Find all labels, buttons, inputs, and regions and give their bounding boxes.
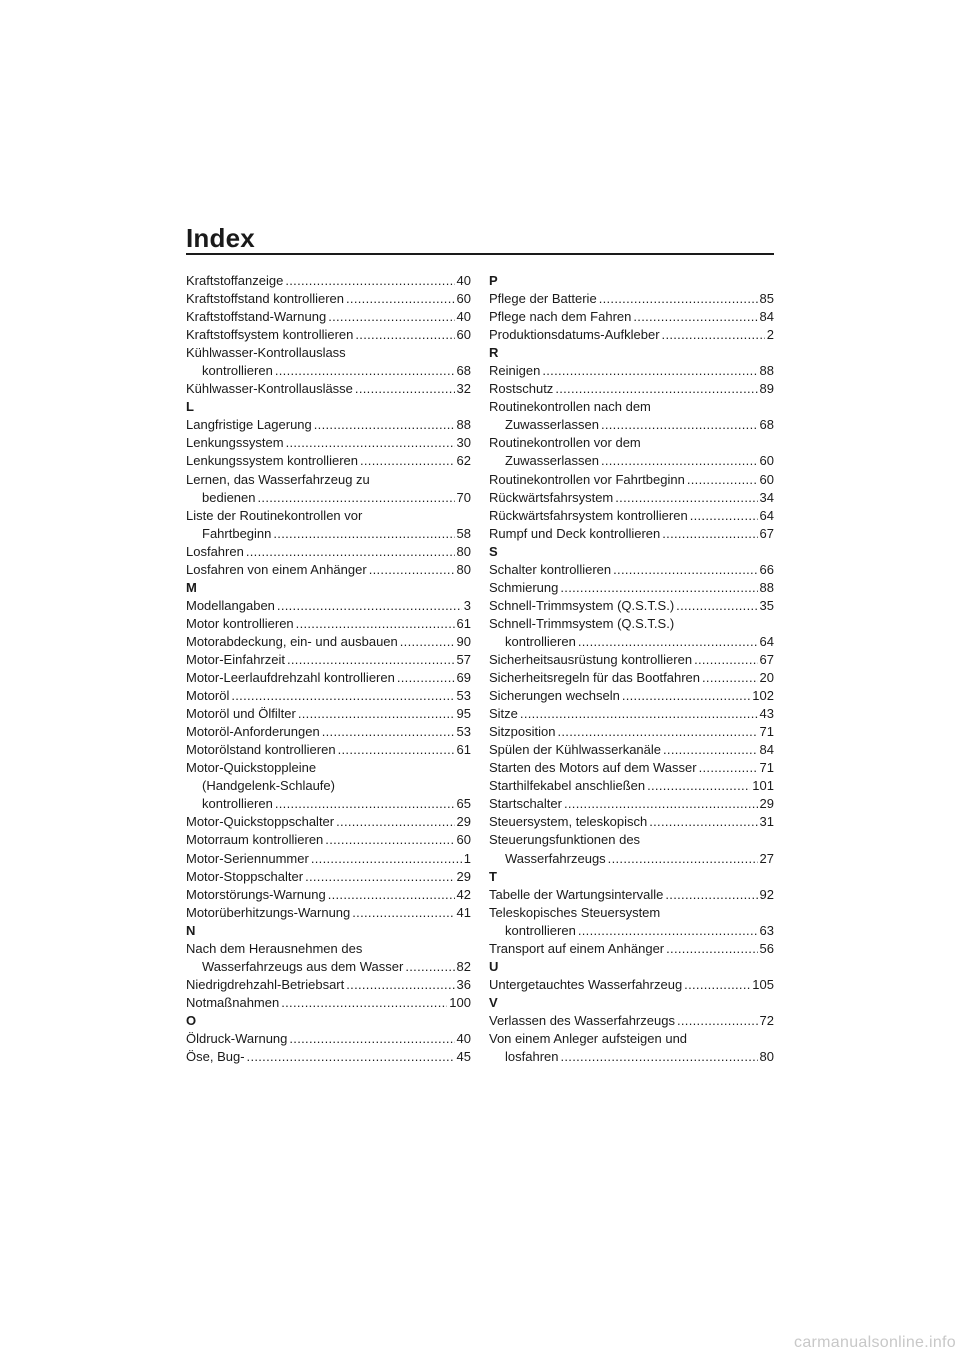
index-entry-page-number[interactable]: 40 (456, 273, 471, 288)
dot-leader (287, 651, 455, 669)
index-entry-page-number[interactable]: 35 (759, 597, 774, 613)
index-entry[interactable] (186, 507, 471, 543)
index-entry[interactable] (186, 868, 471, 886)
index-entry-page-number[interactable]: 53 (456, 688, 471, 704)
index-entry[interactable] (186, 452, 471, 470)
index-entry-page-number[interactable]: 58 (456, 525, 471, 541)
index-entry-term: Pflege nach dem Fahren (489, 309, 632, 325)
index-entry-page-number[interactable]: 43 (759, 706, 774, 722)
index-entry-term: Niedrigdrehzahl-Betriebsart (186, 976, 345, 992)
index-letter-heading: V (489, 994, 498, 1010)
index-entry-page-number[interactable]: 29 (759, 796, 774, 812)
dot-leader (285, 272, 454, 290)
index-entry-term: Losfahren (186, 543, 244, 559)
index-letter-heading: S (489, 543, 498, 559)
index-entry[interactable] (186, 326, 471, 344)
index-entry-page-number[interactable]: 40 (456, 309, 471, 325)
index-entry[interactable] (186, 272, 471, 290)
index-entry-term: Nach dem Herausnehmen des (186, 940, 363, 956)
dot-leader (702, 669, 758, 687)
index-entry-page-number[interactable]: 68 (759, 417, 774, 433)
index-entry-term: Wasserfahrzeugs aus dem Wasser (202, 958, 404, 974)
index-entry[interactable] (489, 723, 774, 741)
dot-leader (665, 886, 757, 904)
index-entry-term: Startschalter (489, 796, 562, 812)
index-entry-term: Wasserfahrzeugs (505, 850, 606, 866)
index-entry-page-number[interactable]: 3 (463, 597, 471, 613)
index-entry-term: Routinekontrollen nach dem (489, 399, 651, 415)
index-entry-term: Motorabdeckung, ein- und ausbauen (186, 633, 398, 649)
index-entry[interactable] (186, 687, 471, 705)
index-entry-term: Motoröl und Ölfilter (186, 706, 296, 722)
dot-leader (346, 290, 455, 308)
dot-leader (601, 452, 758, 470)
index-entry-page-number[interactable]: 20 (759, 670, 774, 686)
index-entry-page-number[interactable]: 64 (759, 633, 774, 649)
index-entry-term: Rostschutz (489, 381, 554, 397)
index-entry[interactable] (186, 561, 471, 579)
index-letter-heading: L (186, 399, 194, 415)
index-entry-term: Kraftstoffstand kontrollieren (186, 291, 345, 307)
index-entry[interactable] (489, 940, 774, 958)
index-entry-page-number[interactable]: 84 (759, 309, 774, 325)
index-entry-page-number[interactable]: 71 (759, 724, 774, 740)
index-entry[interactable] (186, 1030, 471, 1048)
index-entry-term: Losfahren von einem Anhänger (186, 561, 367, 577)
index-letter-heading: N (186, 922, 196, 938)
index-entry-page-number[interactable]: 80 (759, 1049, 774, 1065)
index-entry-page-number[interactable]: 102 (752, 688, 774, 704)
index-entry-term: Schmierung (489, 579, 559, 595)
index-entry-term: losfahren (505, 1049, 559, 1065)
index-entry-page-number[interactable]: 89 (759, 381, 774, 397)
index-entry-page-number[interactable]: 85 (759, 291, 774, 307)
index-entry-term: Sicherheitsregeln für das Bootfahren (489, 670, 701, 686)
index-entry[interactable] (186, 976, 471, 994)
index-entry-term: Lenkungssystem (186, 435, 284, 451)
index-entry-page-number[interactable]: 95 (456, 706, 471, 722)
index-entry[interactable] (489, 759, 774, 777)
dot-leader (599, 290, 758, 308)
index-entry-term: Zuwasserlassen (505, 417, 599, 433)
dot-leader (328, 886, 455, 904)
index-entry[interactable] (186, 741, 471, 759)
index-entry-term: Schnell-Trimmsystem (Q.S.T.S.) (489, 615, 675, 631)
dot-leader (405, 958, 454, 976)
dot-leader (286, 434, 455, 452)
index-entry-term: Kraftstoffsystem kontrollieren (186, 327, 354, 343)
dot-leader (275, 362, 455, 380)
index-entry-page-number[interactable]: 101 (752, 778, 774, 794)
index-letter-heading: T (489, 868, 497, 884)
dot-leader (273, 525, 454, 543)
dot-leader (578, 922, 758, 940)
index-entry-term: Schalter kontrollieren (489, 561, 612, 577)
index-entry-page-number[interactable]: 40 (456, 1030, 471, 1046)
index-entry[interactable] (489, 525, 774, 543)
index-entry[interactable] (489, 904, 774, 940)
index-entry[interactable] (489, 398, 774, 434)
index-entry-page-number[interactable]: 88 (759, 579, 774, 595)
dot-leader (555, 380, 757, 398)
dot-leader (258, 489, 455, 507)
dot-leader (690, 507, 758, 525)
dot-leader (322, 723, 455, 741)
index-entry[interactable] (489, 434, 774, 470)
index-entry-page-number[interactable]: 63 (759, 922, 774, 938)
index-entry-term: Pflege der Batterie (489, 291, 597, 307)
dot-leader (633, 308, 757, 326)
index-entry-page-number[interactable]: 72 (759, 1012, 774, 1028)
index-entry-page-number[interactable]: 80 (456, 543, 471, 559)
index-entry-term: Produktionsdatums-Aufkleber (489, 327, 660, 343)
index-entry[interactable] (489, 615, 774, 651)
index-entry[interactable] (489, 886, 774, 904)
dot-leader (687, 471, 758, 489)
index-entry-term: bedienen (202, 489, 256, 505)
index-entry-page-number[interactable]: 92 (759, 886, 774, 902)
dot-leader (662, 326, 765, 344)
index-entry-term: kontrollieren (505, 922, 576, 938)
index-entry[interactable] (186, 994, 471, 1012)
index-entry-page-number[interactable]: 65 (456, 796, 471, 812)
index-entry-page-number[interactable]: 90 (456, 633, 471, 649)
index-entry-page-number[interactable]: 80 (456, 561, 471, 577)
index-entry-term: Motor kontrollieren (186, 615, 294, 631)
dot-leader (601, 416, 758, 434)
index-entry-term: Steuerungsfunktionen des (489, 832, 641, 848)
index-entry-page-number[interactable]: 61 (456, 615, 471, 631)
index-entry[interactable] (489, 489, 774, 507)
index-entry-term: Sicherungen wechseln (489, 688, 620, 704)
index-entry[interactable] (489, 669, 774, 687)
index-entry[interactable] (489, 290, 774, 308)
dot-leader (622, 687, 750, 705)
index-entry[interactable] (489, 597, 774, 615)
index-entry[interactable] (489, 326, 774, 344)
watermark: carmanualsonline.info (794, 1334, 956, 1351)
index-entry-page-number[interactable]: 42 (456, 886, 471, 902)
index-entry-page-number[interactable]: 34 (759, 489, 774, 505)
index-entry-term: Motorüberhitzungs-Warnung (186, 904, 351, 920)
index-entry[interactable] (489, 741, 774, 759)
index-entry-term: Langfristige Lagerung (186, 417, 312, 433)
index-entry[interactable] (489, 795, 774, 813)
index-entry-term: Sitzposition (489, 724, 556, 740)
index-entry[interactable] (489, 579, 774, 597)
dot-leader (560, 1048, 757, 1066)
dot-leader (542, 362, 757, 380)
index-entry-page-number[interactable]: 70 (456, 489, 471, 505)
index-entry[interactable] (489, 362, 774, 380)
index-entry[interactable] (186, 705, 471, 723)
index-entry-page-number[interactable]: 88 (456, 417, 471, 433)
index-entry-term: Von einem Anleger aufsteigen und (489, 1030, 688, 1046)
index-entry[interactable] (489, 1012, 774, 1030)
index-entry[interactable] (489, 813, 774, 831)
dot-leader (296, 615, 455, 633)
index-entry[interactable] (186, 543, 471, 561)
dot-leader (647, 777, 750, 795)
index-entry-term: Liste der Routinekontrollen vor (186, 507, 363, 523)
dot-leader (520, 705, 758, 723)
index-entry[interactable] (186, 669, 471, 687)
index-entry-term: Zuwasserlassen (505, 453, 599, 469)
index-entry-page-number[interactable]: 27 (759, 850, 774, 866)
index-entry-term: Motoröl (186, 688, 230, 704)
index-entry[interactable] (489, 705, 774, 723)
dot-leader (400, 633, 455, 651)
index-letter-heading: R (489, 345, 499, 361)
index-entry[interactable] (186, 850, 471, 868)
dot-leader (649, 813, 757, 831)
dot-leader (663, 741, 758, 759)
dot-leader (305, 868, 454, 886)
dot-leader (676, 597, 757, 615)
index-entry-term: Motor-Quickstoppleine (186, 760, 317, 776)
dot-leader (369, 561, 455, 579)
page-title: Index (186, 223, 255, 253)
index-entry-term: Sitze (489, 706, 518, 722)
dot-leader (338, 741, 455, 759)
index-entry[interactable] (186, 471, 471, 507)
index-entry-page-number[interactable]: 71 (759, 760, 774, 776)
index-column-left (186, 272, 471, 1066)
index-entry-term: Steuersystem, teleskopisch (489, 814, 648, 830)
index-entry[interactable] (186, 904, 471, 922)
dot-leader (560, 579, 757, 597)
index-entry-page-number[interactable]: 68 (456, 363, 471, 379)
dot-leader (677, 1012, 758, 1030)
index-entry-page-number[interactable]: 53 (456, 724, 471, 740)
index-entry-term: Verlassen des Wasserfahrzeugs (489, 1012, 675, 1028)
index-entry-page-number[interactable]: 41 (456, 904, 471, 920)
index-entry-term: Motor-Leerlaufdrehzahl kontrollieren (186, 670, 395, 686)
index-entry-term: Kühlwasser-Kontrollauslässe (186, 381, 353, 397)
index-entry[interactable] (186, 308, 471, 326)
index-entry[interactable] (186, 434, 471, 452)
index-entry-term: (Handgelenk-Schlaufe) (202, 778, 335, 794)
index-entry[interactable] (186, 344, 471, 380)
dot-leader (666, 940, 757, 958)
index-entry-page-number[interactable]: 60 (456, 327, 471, 343)
index-entry[interactable] (186, 759, 471, 813)
index-entry-page-number[interactable]: 69 (456, 670, 471, 686)
index-entry-term: Fahrtbeginn (202, 525, 272, 541)
index-entry[interactable] (186, 886, 471, 904)
index-entry[interactable] (489, 471, 774, 489)
index-entry-term: Untergetauchtes Wasserfahrzeug (489, 976, 683, 992)
dot-leader (314, 416, 455, 434)
index-letter-heading: O (186, 1012, 197, 1028)
index-entry[interactable] (489, 651, 774, 669)
index-entry-page-number[interactable]: 29 (456, 814, 471, 830)
index-entry[interactable] (489, 380, 774, 398)
index-entry-page-number[interactable]: 31 (759, 814, 774, 830)
index-entry-term: Starten des Motors auf dem Wasser (489, 760, 697, 776)
index-entry-term: Reinigen (489, 363, 541, 379)
dot-leader (397, 669, 455, 687)
index-entry-term: Lernen, das Wasserfahrzeug zu (186, 471, 370, 487)
index-entry-page-number[interactable]: 100 (449, 994, 471, 1010)
title-divider (186, 253, 774, 255)
index-entry-term: Sicherheitsausrüstung kontrollieren (489, 651, 693, 667)
index-entry-term: Motor-Stoppschalter (186, 868, 304, 884)
index-entry[interactable] (186, 1048, 471, 1066)
index-entry-page-number[interactable]: 67 (759, 525, 774, 541)
dot-leader (564, 795, 758, 813)
index-entry[interactable] (489, 507, 774, 525)
dot-leader (694, 651, 757, 669)
index-entry-page-number[interactable]: 84 (759, 742, 774, 758)
index-entry-page-number[interactable]: 56 (759, 940, 774, 956)
index-entry-page-number[interactable]: 57 (456, 651, 471, 667)
dot-leader (325, 831, 454, 849)
index-entry-page-number[interactable]: 64 (759, 507, 774, 523)
index-entry-term: Kraftstoffstand-Warnung (186, 309, 327, 325)
index-entry-page-number[interactable]: 82 (456, 958, 471, 974)
index-entry-term: Routinekontrollen vor Fahrtbeginn (489, 471, 685, 487)
index-entry-term: Motor-Seriennummer (186, 850, 309, 866)
dot-leader (298, 705, 455, 723)
index-entry-term: Spülen der Kühlwasserkanäle (489, 742, 661, 758)
index-entry-term: Motor-Quickstoppschalter (186, 814, 335, 830)
index-entry-page-number[interactable]: 1 (463, 850, 471, 866)
index-entry[interactable] (489, 561, 774, 579)
dot-leader (289, 1030, 454, 1048)
dot-leader (615, 489, 757, 507)
dot-leader (613, 561, 757, 579)
index-entry-page-number[interactable]: 60 (456, 291, 471, 307)
index-entry-term: Rückwärtsfahrsystem (489, 489, 614, 505)
index-entry[interactable] (186, 615, 471, 633)
index-entry[interactable] (186, 597, 471, 615)
index-entry-term: Kühlwasser-Kontrollauslass (186, 345, 346, 361)
index-entry-term: Öldruck-Warnung (186, 1030, 288, 1046)
index-column-right (489, 272, 774, 1066)
dot-leader (275, 795, 455, 813)
index-entry[interactable] (489, 687, 774, 705)
dot-leader (246, 543, 455, 561)
index-entry-term: Motoröl-Anforderungen (186, 724, 320, 740)
dot-leader (346, 976, 454, 994)
index-entry-term: Motor-Einfahrzeit (186, 651, 285, 667)
dot-leader (336, 813, 454, 831)
index-entry-page-number[interactable]: 32 (456, 381, 471, 397)
dot-leader (281, 994, 447, 1012)
index-entry-page-number[interactable]: 45 (456, 1049, 471, 1065)
index-entry-term: Rückwärtsfahrsystem kontrollieren (489, 507, 688, 523)
dot-leader (557, 723, 757, 741)
index-entry[interactable] (186, 723, 471, 741)
index-entry-page-number[interactable]: 60 (759, 453, 774, 469)
index-entry-page-number[interactable]: 67 (759, 651, 774, 667)
index-entry-page-number[interactable]: 36 (456, 976, 471, 992)
index-entry[interactable] (489, 1030, 774, 1066)
index-entry[interactable] (186, 633, 471, 651)
index-entry-term: Motorraum kontrollieren (186, 832, 324, 848)
dot-leader (352, 904, 454, 922)
dot-leader (360, 452, 455, 470)
index-letter-heading: U (489, 958, 499, 974)
index-entry-term: Tabelle der Wartungsintervalle (489, 886, 664, 902)
index-entry[interactable] (186, 651, 471, 669)
index-entry-page-number[interactable]: 29 (456, 868, 471, 884)
index-entry-term: kontrollieren (202, 796, 273, 812)
index-entry[interactable] (489, 777, 774, 795)
index-entry-term: Notmaßnahmen (186, 994, 280, 1010)
index-entry-term: Transport auf einem Anhänger (489, 940, 665, 956)
index-entry[interactable] (186, 813, 471, 831)
dot-leader (328, 308, 454, 326)
index-entry-term: Schnell-Trimmsystem (Q.S.T.S.) (489, 597, 675, 613)
index-entry-page-number[interactable]: 61 (456, 742, 471, 758)
index-letter-heading: M (186, 579, 197, 595)
index-entry-term: Motorölstand kontrollieren (186, 742, 336, 758)
dot-leader (699, 759, 758, 777)
index-entry[interactable] (186, 416, 471, 434)
index-entry-term: Motorstörungs-Warnung (186, 886, 326, 902)
index-entry-term: Kraftstoffanzeige (186, 273, 284, 288)
dot-leader (231, 687, 454, 705)
index-entry-term: kontrollieren (202, 363, 273, 379)
index-entry-page-number[interactable]: 88 (759, 363, 774, 379)
index-entry[interactable] (186, 940, 471, 976)
index-entry-term: Öse, Bug- (186, 1049, 245, 1065)
dot-leader (311, 850, 462, 868)
index-entry[interactable] (489, 831, 774, 867)
index-entry-term: Teleskopisches Steuersystem (489, 904, 661, 920)
dot-leader (578, 633, 758, 651)
dot-leader (608, 850, 758, 868)
index-entry[interactable] (186, 290, 471, 308)
dot-leader (355, 380, 455, 398)
dot-leader (684, 976, 750, 994)
index-entry-page-number[interactable]: 60 (456, 832, 471, 848)
index-entry-term: kontrollieren (505, 633, 576, 649)
index-entry[interactable] (489, 976, 774, 994)
index-entry-page-number[interactable]: 66 (759, 561, 774, 577)
index-entry-page-number[interactable]: 30 (456, 435, 471, 451)
index-entry-term: Rumpf und Deck kontrollieren (489, 525, 661, 541)
dot-leader (662, 525, 757, 543)
index-entry[interactable] (489, 308, 774, 326)
index-entry[interactable] (186, 380, 471, 398)
index-entry-page-number[interactable]: 2 (766, 327, 774, 343)
index-entry-term: Modellangaben (186, 597, 275, 613)
index-letter-heading: P (489, 273, 498, 288)
index-entry-page-number[interactable]: 105 (752, 976, 774, 992)
index-entry[interactable] (186, 831, 471, 849)
index-entry-term: Starthilfekabel anschließen (489, 778, 646, 794)
index-entry-page-number[interactable]: 60 (759, 471, 774, 487)
index-entry-page-number[interactable]: 62 (456, 453, 471, 469)
dot-leader (355, 326, 454, 344)
dot-leader (247, 1048, 455, 1066)
index-entry-term: Lenkungssystem kontrollieren (186, 453, 358, 469)
dot-leader (277, 597, 462, 615)
index-entry-term: Routinekontrollen vor dem (489, 435, 641, 451)
